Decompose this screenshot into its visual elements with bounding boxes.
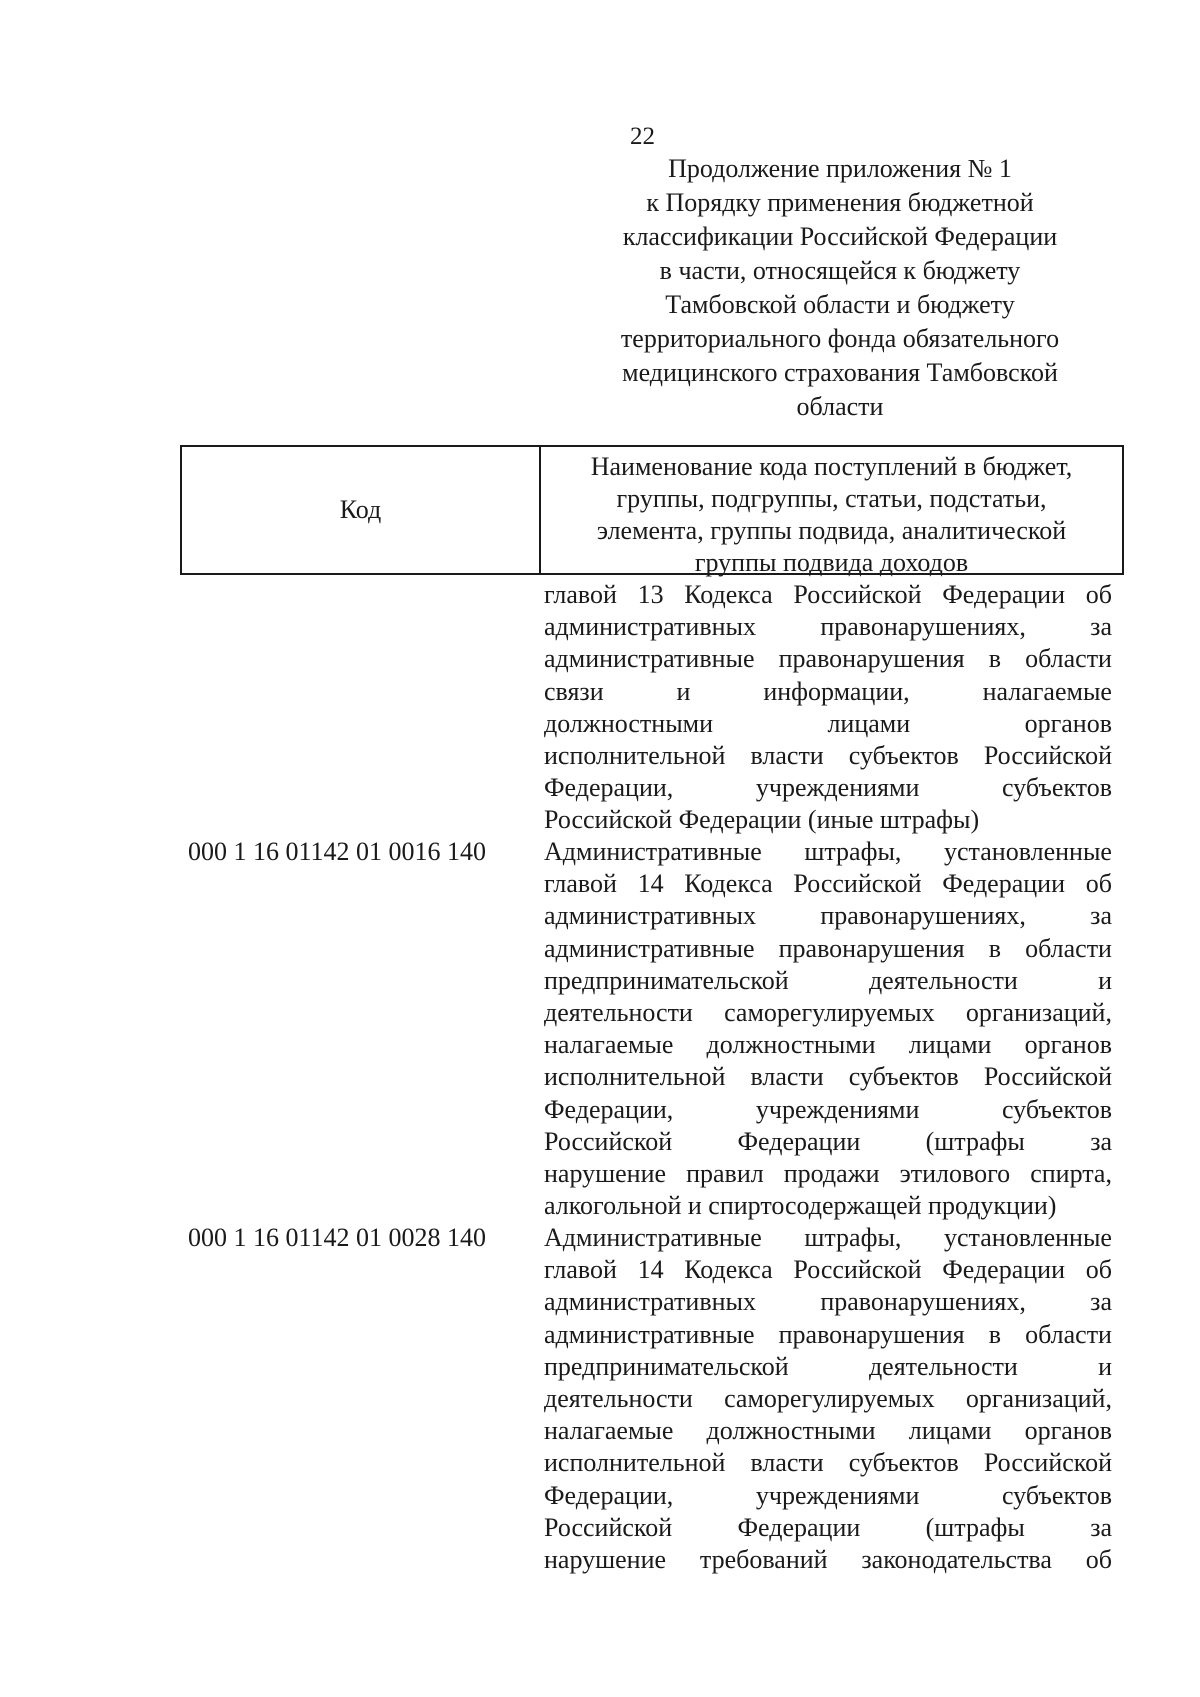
description-line: Федерации, учреждениями субъектов bbox=[544, 1094, 1112, 1124]
description-line: Федерации, учреждениями субъектов bbox=[544, 1480, 1112, 1510]
description-line: налагаемые должностными лицами органов bbox=[544, 1416, 1112, 1446]
appendix-header-line: в части, относящейся к бюджету bbox=[659, 256, 1021, 285]
description-line: Административные штрафы, установленные bbox=[544, 1223, 1112, 1252]
description-line: главой 14 Кодекса Российской Федерации об bbox=[544, 869, 1112, 899]
description-line: исполнительной власти субъектов Российской bbox=[544, 1448, 1112, 1478]
description-line: предпринимательской деятельности и bbox=[544, 1351, 1112, 1381]
row-code: 000 1 16 01142 01 0028 140 bbox=[188, 1223, 487, 1252]
description-line: должностными лицами органов bbox=[544, 708, 1112, 738]
description-line: административные правонарушения в области bbox=[544, 933, 1112, 963]
column-header-name-line: группы, подгруппы, статьи, подстатьи, bbox=[616, 484, 1047, 513]
description-line: деятельности саморегулируемых организаций, bbox=[544, 998, 1112, 1028]
description-line: связи и информации, налагаемые bbox=[544, 676, 1112, 706]
table-header bbox=[180, 445, 1124, 575]
appendix-header-line: классификации Российской Федерации bbox=[622, 222, 1058, 251]
description-line: Российской Федерации (иные штрафы) bbox=[544, 805, 980, 835]
appendix-header-line: Продолжение приложения № 1 bbox=[668, 154, 1012, 183]
page-number: 22 bbox=[630, 123, 655, 150]
appendix-header-line: медицинского страхования Тамбовской bbox=[622, 358, 1058, 387]
description-line: главой 13 Кодекса Российской Федерации об bbox=[544, 580, 1112, 609]
column-header-name bbox=[541, 447, 1122, 577]
description-line: административные правонарушения в области bbox=[544, 1319, 1112, 1349]
description-line: нарушение требований законодательства об bbox=[544, 1545, 1112, 1575]
column-header-code: Код bbox=[182, 447, 541, 573]
description-line: Федерации, учреждениями субъектов bbox=[544, 773, 1112, 803]
description-line: нарушение правил продажи этилового спирта, bbox=[544, 1159, 1112, 1189]
description-line: административных правонарушениях, за bbox=[544, 612, 1112, 642]
appendix-header-line: к Порядку применения бюджетной bbox=[646, 188, 1034, 217]
description-line: Российской Федерации (штрафы за bbox=[544, 1512, 1112, 1542]
description-line: административные правонарушения в области bbox=[544, 644, 1112, 674]
description-line: административных правонарушениях, за bbox=[544, 901, 1112, 931]
description-line: исполнительной власти субъектов Российской bbox=[544, 1062, 1112, 1092]
row-code: 000 1 16 01142 01 0016 140 bbox=[188, 837, 487, 866]
description-line: предпринимательской деятельности и bbox=[544, 965, 1112, 995]
column-header-name-line: группы подвида доходов bbox=[694, 548, 969, 577]
description-line: административных правонарушениях, за bbox=[544, 1287, 1112, 1317]
appendix-header bbox=[610, 152, 1070, 424]
appendix-header-line: области bbox=[796, 392, 884, 421]
description-line: главой 14 Кодекса Российской Федерации об bbox=[544, 1255, 1112, 1285]
appendix-header-line: территориального фонда обязательного bbox=[620, 324, 1060, 353]
description-line: Российской Федерации (штрафы за bbox=[544, 1126, 1112, 1156]
row-description bbox=[544, 1222, 1112, 1576]
column-header-name-line: Наименование кода поступлений в бюджет, bbox=[590, 452, 1073, 481]
column-header-name-line: элемента, группы подвида, аналитической bbox=[596, 516, 1067, 545]
row-description bbox=[544, 836, 1112, 1222]
continuation-description bbox=[544, 579, 1112, 837]
description-line: исполнительной власти субъектов Российской bbox=[544, 741, 1112, 771]
description-line: алкогольной и спиртосодержащей продукции) bbox=[544, 1191, 1057, 1221]
description-line: налагаемые должностными лицами органов bbox=[544, 1030, 1112, 1060]
appendix-header-line: Тамбовской области и бюджету bbox=[665, 290, 1015, 319]
description-line: деятельности саморегулируемых организаций, bbox=[544, 1384, 1112, 1414]
description-line: Административные штрафы, установленные bbox=[544, 837, 1112, 866]
